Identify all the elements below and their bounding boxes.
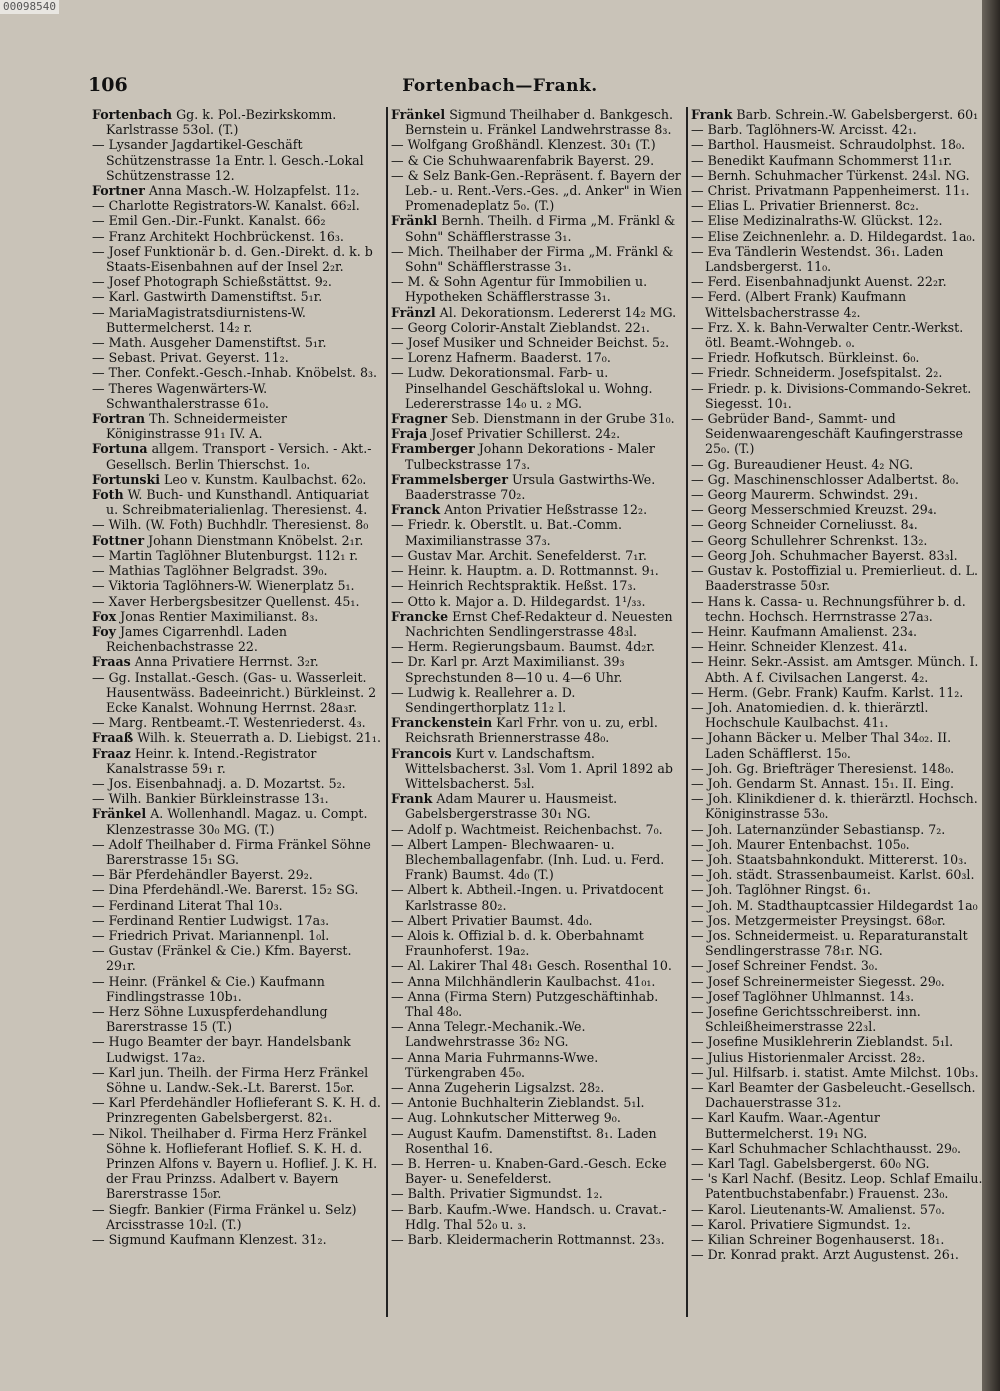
entry-surname: Fraaz <box>92 745 131 761</box>
directory-entry: — Herz Söhne Luxuspferdehandlung Barerstrasse 15 (T.) <box>92 1003 328 1035</box>
directory-entry: — Georg Schneider Corneliusst. 8₄. <box>691 517 918 533</box>
entry-surname: Fragner <box>391 411 448 427</box>
directory-entry: — Julius Historienmaler Arcisst. 28₂. <box>691 1049 926 1065</box>
directory-entry: — Xaver Herbergsbesitzer Quellenst. 45₁. <box>92 593 360 609</box>
directory-entry: — Anna Zugeherin Ligsalzst. 28₂. <box>391 1080 605 1095</box>
directory-entry: Fraja Josef Privatier Schillerst. 24₂. <box>391 426 621 442</box>
directory-entry: — Heinr. Sekr.-Assist. am Amtsger. Münch. I. Abth. A f. Civilsachen Langerst. 4₂. <box>691 654 979 685</box>
directory-entry: — MariaMagistratsdiurnistens-W. Buttermelcherst. 14₂ r. <box>92 304 306 335</box>
directory-entry: — Heinr. k. Hauptm. a. D. Rottmannst. 9₁. <box>391 563 659 579</box>
directory-entry: — Dina Pferdehändl.-We. Barerst. 15₂ SG. <box>92 882 359 898</box>
scan-id-label: 00098540 <box>0 0 59 14</box>
directory-entry: — Karl. Gastwirth Damenstiftst. 5₁r. <box>92 289 323 305</box>
directory-entry: — & Cie Schuhwaarenfabrik Bayerst. 29. <box>391 152 655 168</box>
entry-surname: Fortuna <box>92 441 148 457</box>
directory-entry: — Antonie Buchhalterin Zieblandst. 5₁l. <box>391 1095 645 1111</box>
directory-entry: Foth W. Buch- und Kunsthandl. Antiquariat u. Schreibmaterialienlag. Theresienst. 4. <box>92 487 369 518</box>
directory-entry: — Georg Maurerm. Schwindst. 29₁. <box>691 487 919 503</box>
directory-entry: — Anna Maria Fuhrmanns-Wwe. Türkengraben 45₀. <box>391 1049 599 1080</box>
directory-entry: — Otto k. Major a. D. Hildegardst. 1¹/₃₃. <box>391 593 646 609</box>
directory-entry: — Friedr. k. Oberstlt. u. Bat.-Comm. Maximilianstrasse 37₃. <box>391 517 622 548</box>
entry-surname: Framberger <box>391 441 475 457</box>
directory-entry: — Gg. Installat.-Gesch. (Gas- u. Wasserleit. Hausentwäss. Badeeinricht.) Bürkleinst. 2 Ecke Kanalst. Wohnung Herrnst. 28a₃r. <box>92 669 377 715</box>
entry-surname: Franck <box>391 502 441 518</box>
directory-entry: — Adolf Theilhaber d. Firma Fränkel Söhne Barerstrasse 15₁ SG. <box>92 836 371 867</box>
directory-entry: — Lorenz Hafnerm. Baaderst. 17₀. <box>391 350 611 366</box>
directory-entry: — Joh. städt. Strassenbaumeist. Karlst. 60₃l. <box>691 867 975 883</box>
page-edge-shadow <box>982 0 1000 1391</box>
directory-entry: — Ferd. Eisenbahnadjunkt Auenst. 22₂r. <box>691 274 947 290</box>
entry-surname: Fortran <box>92 411 146 427</box>
entry-surname: Fraja <box>391 426 428 442</box>
directory-entry: — Gg. Bureaudiener Heust. 4₂ NG. <box>691 456 914 472</box>
directory-entry: Fox Jonas Rentier Maximilianst. 8₃. <box>92 608 319 624</box>
column-1 <box>92 107 384 1327</box>
directory-entry: — Johann Bäcker u. Melber Thal 34₀₂. II. Laden Schäfflerst. 15₀. <box>691 730 952 761</box>
directory-entry: — Joh. Anatomiedien. d. k. thierärztl. Hochschule Kaulbachst. 41₁. <box>691 699 929 731</box>
directory-entry: — Jos. Schneidermeist. u. Reparaturanstalt Sendlingerstrasse 78₁r. NG. <box>691 927 968 959</box>
directory-entry: — Aug. Lohnkutscher Mitterweg 9₀. <box>391 1110 621 1126</box>
directory-entry: Fränkl Bernh. Theilh. d Firma „M. Fränkl & Sohn" Schäfflerstrasse 3₁. <box>391 213 676 244</box>
entry-surname: Fortunski <box>92 471 161 487</box>
directory-entry: Fränzl Al. Dekorationsm. Ledererst 14₂ MG. <box>391 304 677 320</box>
directory-entry: Fränkel A. Wollenhandl. Magaz. u. Compt. Klenzestrasse 30₀ MG. (T.) <box>92 806 368 837</box>
directory-entry: Foy James Cigarrenhdl. Laden Reichenbachstrasse 22. <box>92 623 287 655</box>
entry-surname: Fränkel <box>391 107 446 122</box>
directory-entry: — Friedr. Hofkutsch. Bürkleinst. 6₀. <box>691 350 920 366</box>
directory-entry: Fraaß Wilh. k. Steuerrath a. D. Liebigst. 21₁. <box>92 730 381 746</box>
directory-entry: — Siegfr. Bankier (Firma Fränkel u. Selz) Arcisstrasse 10₂l. (T.) <box>92 1201 357 1232</box>
directory-entry: Franckenstein Karl Frhr. von u. zu, erbl. Reichsrath Briennerstrasse 48₀. <box>391 715 658 746</box>
directory-entry: — Sebast. Privat. Geyerst. 11₂. <box>92 350 289 366</box>
directory-entry: — Eva Tändlerin Westendst. 36₁. Laden Landsbergerst. 11₀. <box>691 243 944 275</box>
directory-entry: Francois Kurt v. Landschaftsm. Wittelsbacherst. 3₃l. Vom 1. April 1892 ab Wittelsbacherst. 5₃l. <box>391 745 673 791</box>
directory-entry: — Heinr. (Fränkel & Cie.) Kaufmann Findlingstrasse 10b₁. <box>92 973 325 1004</box>
directory-entry: — Joh. Gendarm St. Annast. 15₁. II. Eing. <box>691 775 954 791</box>
directory-entry: — Georg Messerschmied Kreuzst. 29₄. <box>691 502 937 518</box>
directory-entry: — Josefine Gerichtsschreiberst. inn. Schleißheimerstrasse 22₃l. <box>691 1003 921 1035</box>
directory-entry: — Karl Pferdehändler Hoflieferant S. K. H. d. Prinzregenten Gabelsbergerst. 82₁. <box>92 1095 381 1126</box>
entry-surname: Frammelsberger <box>391 471 508 487</box>
directory-entry: Frank Adam Maurer u. Hausmeist. Gabelsbergerstrasse 30₁ NG. <box>391 791 618 822</box>
directory-entry: — Ferd. (Albert Frank) Kaufmann Wittelsbacherstrasse 4₂. <box>691 289 907 320</box>
directory-entry: — Jos. Metzgermeister Preysingst. 68₀r. <box>691 912 946 928</box>
directory-entry: — Wilh. (W. Foth) Buchhdlr. Theresienst. 8₀ <box>92 517 369 533</box>
directory-entry: — Frz. X. k. Bahn-Verwalter Centr.-Werkst. ötl. Beamt.-Wohngeb. ₀. <box>691 319 964 351</box>
directory-entry: — Josef Schreinermeister Siegesst. 29₀. <box>691 973 945 989</box>
entry-surname: Franckenstein <box>391 715 493 731</box>
column-rule <box>686 107 688 1317</box>
directory-entry: — Theres Wagenwärters-W. Schwanthalerstrasse 61₀. <box>92 380 269 411</box>
directory-entry: — Martin Taglöhner Blutenburgst. 112₁ r. <box>92 547 359 563</box>
entry-surname: Foy <box>92 623 116 639</box>
directory-entry: — Franz Architekt Hochbrückenst. 16₃. <box>92 228 344 244</box>
entry-surname: Frank <box>391 791 433 807</box>
directory-entry: Fortunski Leo v. Kunstm. Kaulbachst. 62₀. <box>92 471 367 487</box>
entry-surname: Fraas <box>92 654 131 670</box>
directory-entry: — Herm. Regierungsbaum. Baumst. 4d₂r. <box>391 639 655 655</box>
directory-entry: — Adolf p. Wachtmeist. Reichenbachst. 7₀. <box>391 821 663 837</box>
directory-entry: Fortran Th. Schneidermeister Königinstrasse 91₁ IV. A. <box>92 411 287 442</box>
entry-surname: Fortenbach <box>92 107 173 122</box>
directory-entry: — Dr. Konrad prakt. Arzt Augustenst. 26₁. <box>691 1247 959 1263</box>
directory-entry: — Heinrich Rechtspraktik. Heßst. 17₃. <box>391 578 637 594</box>
directory-entry: — Friedr. Schneiderm. Josefspitalst. 2₂. <box>691 365 943 381</box>
directory-entry: — Christ. Privatmann Pappenheimerst. 11₁. <box>691 183 970 199</box>
directory-entry: — Karl Beamter der Gasbeleucht.-Gesellsch. Dachauerstrasse 31₂. <box>691 1080 976 1111</box>
directory-entry: Fränkel Sigmund Theilhaber d. Bankgesch. Bernstein u. Fränkel Landwehrstrasse 8₃. <box>391 107 674 138</box>
directory-entry: — Gustav Mar. Archit. Senefelderst. 7₁r. <box>391 547 647 563</box>
directory-entry: — Georg Schullehrer Schrenkst. 13₂. <box>691 532 928 548</box>
entry-surname: Francois <box>391 745 452 761</box>
directory-entry: — Barb. Kaufm.-Wwe. Handsch. u. Cravat.-Hdlg. Thal 52₀ u. ₃. <box>391 1201 667 1232</box>
directory-entry: — Georg Colorir-Anstalt Zieblandst. 22₁. <box>391 319 650 335</box>
directory-entry: — Josef Funktionär b. d. Gen.-Direkt. d. k. b Staats-Eisenbahnen auf der Insel 2₂r. <box>92 243 373 275</box>
directory-entry: — Charlotte Registrators-W. Kanalst. 66₂l. <box>92 198 360 214</box>
directory-entry: — Hugo Beamter der bayr. Handelsbank Ludwigst. 17a₂. <box>92 1034 351 1065</box>
directory-entry: — Karl Schuhmacher Schlachthausst. 29₀. <box>691 1140 962 1156</box>
directory-entry: — Herm. (Gebr. Frank) Kaufm. Karlst. 11₂. <box>691 684 964 700</box>
directory-entry: — Albert Lampen- Blechwaaren- u. Blechemballagenfabr. (Inh. Lud. u. Ferd. Frank) Baumst. 4d₀ (T.) <box>391 836 665 883</box>
page-number: 106 <box>88 74 128 96</box>
directory-entry: — Friedr. p. k. Divisions-Commando-Sekret. Siegesst. 10₁. <box>691 380 972 411</box>
directory-entry: Fraas Anna Privatiere Herrnst. 3₂r. <box>92 654 319 670</box>
directory-entry: — & Selz Bank-Gen.-Repräsent. f. Bayern der Leb.- u. Rent.-Vers.-Ges. „d. Anker" in Wien Promenadeplatz 5₀. (T.) <box>391 167 682 214</box>
directory-entry: — Georg Joh. Schuhmacher Bayerst. 83₃l. <box>691 547 958 563</box>
directory-entry: — Josef Photograph Schießstättst. 9₂. <box>92 274 332 290</box>
directory-entry: Fragner Seb. Dienstmann in der Grube 31₀. <box>391 411 675 427</box>
directory-entry: — Karl jun. Theilh. der Firma Herz Fränkel Söhne u. Landw.-Sek.-Lt. Barerst. 15₀r. <box>92 1064 369 1095</box>
directory-entry: — Friedrich Privat. Mariannenpl. 1₀l. <box>92 927 330 943</box>
directory-entry: — Joh. Gg. Briefträger Theresienst. 148₀. <box>691 760 955 776</box>
directory-entry: — Karl Kaufm. Waar.-Agentur Buttermelcherst. 19₁ NG. <box>691 1110 880 1141</box>
directory-entry: — Joh. Staatsbahnkondukt. Mittererst. 10₃. <box>691 851 968 867</box>
directory-entry: — Elias L. Privatier Briennerst. 8c₂. <box>691 198 919 214</box>
directory-entry: — Hans k. Cassa- u. Rechnungsführer b. d. techn. Hochsch. Herrnstrasse 27a₃. <box>691 593 966 624</box>
directory-entry: — Bär Pferdehändler Bayerst. 29₂. <box>92 867 313 883</box>
directory-entry: Franck Anton Privatier Heßstrasse 12₂. <box>391 502 648 518</box>
directory-entry: — Heinr. Schneider Klenzest. 41₄. <box>691 639 908 655</box>
directory-entry: — Joh. Klinikdiener d. k. thierärztl. Hochsch. Königinstrasse 53₀. <box>691 791 978 822</box>
directory-entry: — Joh. Laternanzünder Sebastiansp. 7₂. <box>691 821 946 837</box>
directory-entry: — Josef Schreiner Fendst. 3₀. <box>691 958 878 974</box>
directory-entry: — M. & Sohn Agentur für Immobilien u. Hypotheken Schäfflerstrasse 3₁. <box>391 274 648 305</box>
directory-entry: — Karol. Lieutenants-W. Amalienst. 57₀. <box>691 1201 945 1217</box>
directory-entry: — Mich. Theilhaber der Firma „M. Fränkl & Sohn" Schäfflerstrasse 3₁. <box>391 243 674 275</box>
directory-entry: — Joh. Maurer Entenbachst. 105₀. <box>691 836 910 852</box>
directory-entry: — Karol. Privatiere Sigmundst. 1₂. <box>691 1216 911 1232</box>
directory-entry: — Ludwig k. Reallehrer a. D. Sendingerthorplatz 11₂ l. <box>391 684 576 715</box>
entry-surname: Fränkel <box>92 806 147 822</box>
directory-entry: — Lysander Jagdartikel-Geschäft Schützenstrasse 1a Entr. l. Gesch.-Lokal Schützenstrasse 12. <box>92 137 364 183</box>
running-head: Fortenbach—Frank. <box>402 76 598 96</box>
entry-surname: Frank <box>691 107 733 122</box>
entry-surname: Francke <box>391 608 449 624</box>
directory-entry: — Gustav k. Postoffizial u. Premierlieut. d. L. Baaderstrasse 50₃r. <box>691 563 979 594</box>
directory-entry: Frammelsberger Ursula Gastwirths-We. Baaderstrasse 70₂. <box>391 471 656 503</box>
directory-entry: — Math. Ausgeher Damenstiftst. 5₁r. <box>92 335 327 351</box>
directory-entry: — Jos. Eisenbahnadj. a. D. Mozartst. 5₂. <box>92 775 346 791</box>
directory-entry: — Wolfgang Großhändl. Klenzest. 30₁ (T.) <box>391 137 656 153</box>
entry-surname: Fortner <box>92 183 145 199</box>
directory-entry: Fortuna allgem. Transport - Versich. - Akt.-Gesellsch. Berlin Thierschst. 1₀. <box>92 441 372 472</box>
entry-surname: Fox <box>92 608 117 624</box>
directory-entry: — Josef Taglöhner Uhlmannst. 14₃. <box>691 988 915 1004</box>
directory-entry: — Ludw. Dekorationsmal. Farb- u. Pinselhandel Geschäftslokal u. Wohng. Ledererstrasse 14₀ u. ₂ MG. <box>391 365 653 411</box>
directory-entry: — Barb. Kleidermacherin Rottmannst. 23₃. <box>391 1232 665 1248</box>
directory-entry: — Joh. M. Stadthauptcassier Hildegardst 1a₀ <box>691 897 978 913</box>
entry-surname: Fottner <box>92 532 145 548</box>
directory-entry: Fraaz Heinr. k. Intend.-Registrator Kanalstrasse 59₁ r. <box>92 745 317 776</box>
directory-entry: — Elise Zeichnenlehr. a. D. Hildegardst. 1a₀. <box>691 228 976 244</box>
directory-entry: — Barb. Taglöhners-W. Arcisst. 42₁. <box>691 122 917 138</box>
directory-entry: Framberger Johann Dekorations - Maler Tulbeckstrasse 17₃. <box>391 441 655 472</box>
directory-entry: — Al. Lakirer Thal 48₁ Gesch. Rosenthal 10. <box>391 958 672 974</box>
directory-entry: — Josefine Musiklehrerin Zieblandst. 5₁l. <box>691 1034 954 1050</box>
directory-entry: Fottner Johann Dienstmann Knöbelst. 2₁r. <box>92 532 364 548</box>
directory-entry: — Marg. Rentbeamt.-T. Westenriederst. 4₃. <box>92 715 366 731</box>
directory-entry: — Benedikt Kaufmann Schommerst 11₁r. <box>691 152 952 168</box>
directory-entry: — 's Karl Nachf. (Besitz. Leop. Schlaf Emailu. Patentbuchstabenfabr.) Frauenst. 23₀. <box>691 1171 983 1202</box>
directory-entry: — Barthol. Hausmeist. Schraudolphst. 18₀. <box>691 137 966 153</box>
directory-entry: — August Kaufm. Damenstiftst. 8₁. Laden Rosenthal 16. <box>391 1125 657 1156</box>
directory-entry: — Mathias Taglöhner Belgradst. 39₀. <box>92 563 328 579</box>
entry-surname: Fraaß <box>92 730 134 746</box>
entry-surname: Fränzl <box>391 304 436 320</box>
directory-entry: — Anna Milchhändlerin Kaulbachst. 41₀₁. <box>391 973 656 989</box>
directory-entry: — Ther. Confekt.-Gesch.-Inhab. Knöbelst. 8₃. <box>92 365 378 381</box>
directory-entry: — Ferdinand Rentier Ludwigst. 17a₃. <box>92 912 330 928</box>
directory-entry: — Josef Musiker und Schneider Beichst. 5₂. <box>391 335 670 351</box>
directory-entry: — Sigmund Kaufmann Klenzest. 31₂. <box>92 1232 327 1248</box>
directory-entry: Frank Barb. Schrein.-W. Gabelsbergerst. 60₁ <box>691 107 979 122</box>
directory-entry: — Joh. Taglöhner Ringst. 6₁. <box>691 882 871 898</box>
directory-entry: — Jul. Hilfsarb. i. statist. Amte Milchst. 10b₃. <box>691 1064 979 1080</box>
directory-entry: — Kilian Schreiner Bogenhauserst. 18₁. <box>691 1232 945 1248</box>
directory-entry: — Gg. Maschinenschlosser Adalbertst. 8₀. <box>691 471 959 487</box>
directory-entry: — Ferdinand Literat Thal 10₃. <box>92 897 283 913</box>
entry-surname: Foth <box>92 487 124 503</box>
directory-entry: — Albert k. Abtheil.-Ingen. u. Privatdocent Karlstrasse 80₂. <box>391 882 664 913</box>
column-2 <box>391 107 683 1327</box>
directory-entry: Fortenbach Gg. k. Pol.-Bezirkskomm. Karlstrasse 53ol. (T.) <box>92 107 337 138</box>
directory-entry: — Karl Tagl. Gabelsbergerst. 60₀ NG. <box>691 1156 930 1172</box>
column-rule <box>386 107 388 1317</box>
directory-entry: — Wilh. Bankier Bürkleinstrasse 13₁. <box>92 791 329 807</box>
directory-entry: — B. Herren- u. Knaben-Gard.-Gesch. Ecke Bayer- u. Senefelderst. <box>391 1156 667 1187</box>
directory-entry: — Gustav (Fränkel & Cie.) Kfm. Bayerst. 29₁r. <box>92 943 352 974</box>
directory-entry: Francke Ernst Chef-Redakteur d. Neuesten Nachrichten Sendlingerstrasse 48₃l. <box>391 608 673 639</box>
directory-entry: — Heinr. Kaufmann Amalienst. 23₄. <box>691 623 917 639</box>
directory-entry: — Bernh. Schuhmacher Türkenst. 24₃l. NG. <box>691 167 970 183</box>
directory-entry: — Nikol. Theilhaber d. Firma Herz Fränkel Söhne k. Hoflieferant Hoflief. S. K. H. d. Prinzen Alfons v. Bayern u. Hoflief. J. K. H. der Frau Prinzss. Adalbert v. Bayern Barerstrasse 15₀r. <box>92 1125 378 1202</box>
entry-surname: Fränkl <box>391 213 438 229</box>
directory-entry: — Anna Telegr.-Mechanik.-We. Landwehrstrasse 36₂ NG. <box>391 1019 586 1050</box>
directory-entry: — Alois k. Offizial b. d. k. Oberbahnamt Fraunhoferst. 19a₂. <box>391 927 644 959</box>
directory-entry: — Gebrüder Band-, Sammt- und Seidenwaarengeschäft Kaufingerstrasse 25₀. (T.) <box>691 411 963 457</box>
column-3 <box>691 107 983 1327</box>
directory-entry: — Dr. Karl pr. Arzt Maximilianst. 39₃ Sprechstunden 8—10 u. 4—6 Uhr. <box>391 654 625 685</box>
directory-entry: — Elise Medizinalraths-W. Glückst. 12₂. <box>691 213 943 229</box>
directory-entry: — Emil Gen.-Dir.-Funkt. Kanalst. 66₂ <box>92 213 326 229</box>
directory-entry: — Anna (Firma Stern) Putzgeschäftinhab. Thal 48₀. <box>391 988 659 1019</box>
directory-entry: Fortner Anna Masch.-W. Holzapfelst. 11₂. <box>92 183 360 199</box>
directory-entry: — Balth. Privatier Sigmundst. 1₂. <box>391 1186 603 1202</box>
directory-entry: — Albert Privatier Baumst. 4d₀. <box>391 912 593 928</box>
directory-entry: — Viktoria Taglöhners-W. Wienerplatz 5₁. <box>92 578 355 594</box>
